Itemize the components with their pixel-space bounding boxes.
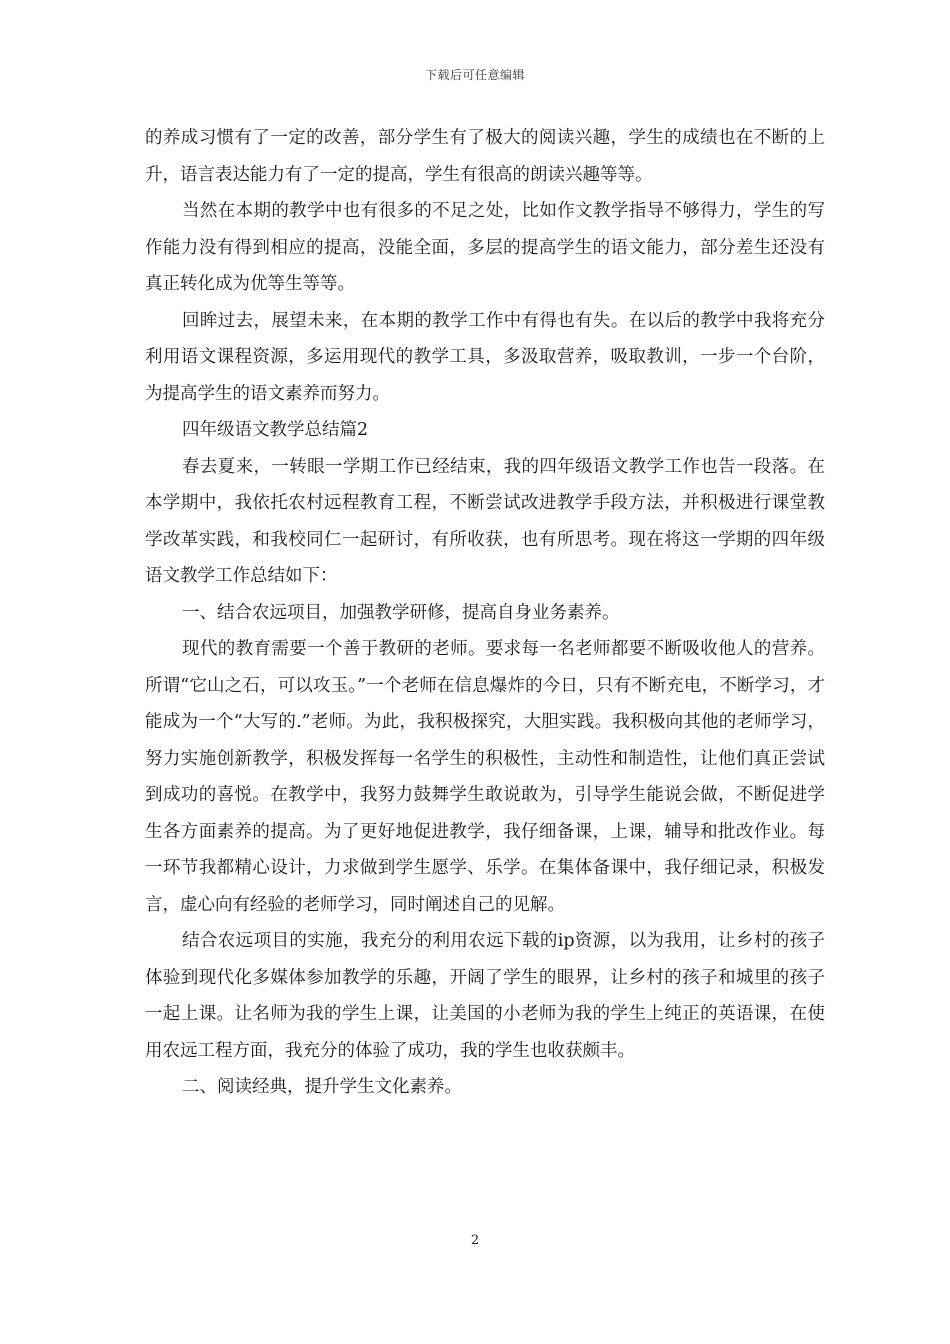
heading-two: 二、阅读经典，提升学生文化素养。 — [182, 1077, 462, 1097]
paragraph-5: 春去夏来，一转眼一学期工作已经结束，我的四年级语文教学工作也告一段落。在本学期中，我依托农村远程教育工程，不断尝试改进教学手段方法，并积极进行课堂教学改革实践，和我校同仁一起研讨，有所收获，也有所思考。现在将这一学期的四年级语文教学工作总结如下： — [145, 456, 825, 586]
paragraph-7: 现代的教育需要一个善于教研的老师。要求每一名老师都要不断吸收他人的营养。所谓“它山之石，可以攻玉。”一个老师在信息爆炸的今日，只有不断充电，不断学习，才能成为一个“大写的.”老师。为此，我积极探究，大胆实践。我积极向其他的老师学习，努力实施创新教学，积极发挥每一名学生的积极性，主动性和制造性，让他们真正尝试到成功的喜悦。在教学中，我努力鼓舞学生敢说敢为，引导学生能说会做，不断促进学生各方面素养的提高。为了更好地促进教学，我仔细备课，上课，辅导和批改作业。每一环节我都精心设计，力求做到学生愿学、乐学。在集体备课中，我仔细记录，积极发言，虚心向有经验的老师学习，同时阐述自己的见解。 — [145, 639, 825, 915]
paragraph-8: 结合农远项目的实施，我充分的利用农远下载的ip资源，以为我用，让乡村的孩子体验到现代化多媒体参加教学的乐趣，开阔了学生的眼界，让乡村的孩子和城里的孩子一起上课。让名师为我的学生上课，让美国的小老师为我的学生上纯正的英语课，在使用农远工程方面，我充分的体验了成功，我的学生也收获颇丰。 — [145, 931, 825, 1061]
page-header: 下载后可任意编辑 — [424, 68, 525, 82]
page-number: 2 — [470, 1233, 480, 1248]
document-body — [145, 120, 825, 1106]
paragraph-1: 的养成习惯有了一定的改善，部分学生有了极大的阅读兴趣，学生的成绩也在不断的上升，语言表达能力有了一定的提高，学生有很高的朗读兴趣等等。 — [145, 128, 825, 185]
heading-one: 一、结合农远项目，加强教学研修，提高自身业务素养。 — [182, 602, 620, 623]
paragraph-2: 当然在本期的教学中也有很多的不足之处，比如作文教学指导不够得力，学生的写作能力没有得到相应的提高，没能全面，多层的提高学生的语文能力，部分差生还没有真正转化成为优等生等等。 — [145, 201, 825, 294]
section-title: 四年级语文教学总结篇2 — [182, 420, 369, 440]
paragraph-3: 回眸过去，展望未来，在本期的教学工作中有得也有失。在以后的教学中我将充分利用语文课程资源，多运用现代的教学工具，多汲取营养，吸取教训，一步一个台阶，为提高学生的语文素养而努力。 — [145, 310, 825, 404]
